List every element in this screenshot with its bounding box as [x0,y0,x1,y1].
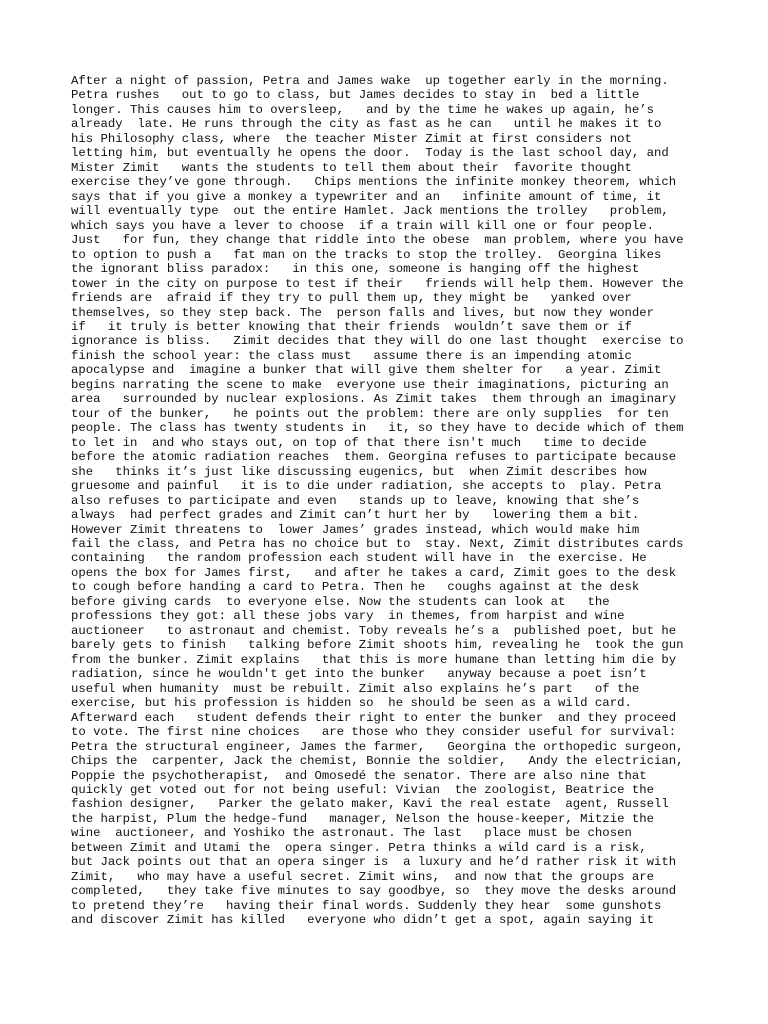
text-line: exercise, but his profession is hidden so he should be seen as a wild card. [71,696,632,711]
text-line: However Zimit threatens to lower James’ grades instead, which would make him [71,522,640,537]
text-line: area surrounded by nuclear explosions. As Zimit takes them through an imaginary [71,392,677,407]
text-line: says that if you give a monkey a typewriter and an infinite amount of time, it [71,189,662,204]
text-line: begins narrating the scene to make everyone use their imaginations, picturing an [71,377,669,392]
text-line: apocalypse and imagine a bunker that will give them shelter for a year. Zimit [71,363,662,378]
text-line: tower in the city on purpose to test if their friends will help them. However the [71,276,684,291]
text-line: After a night of passion, Petra and James wake up together early in the morning. [71,74,669,88]
text-line: before the atomic radiation reaches them. Georgina refuses to participate because [71,450,677,465]
text-line: completed, they take five minutes to say goodbye, so they move the desks around [71,884,677,899]
text-line: Mister Zimit wants the students to tell them about their favorite thought [71,160,632,175]
text-line: people. The class has twenty students in it, so they have to decide which of them [71,421,684,436]
text-line: Poppie the psychotherapist, and Omosedé the senator. There are also nine that [71,768,647,783]
text-line: but Jack points out that an opera singer is a luxury and he’d rather risk it with [71,855,677,870]
text-line: containing the random profession each student will have in the exercise. He [71,551,647,566]
text-line: fail the class, and Petra has no choice but to stay. Next, Zimit distributes cards [71,537,684,551]
text-line: his Philosophy class, where the teacher Mister Zimit at first considers not [71,131,632,146]
text-line: Petra rushes out to go to class, but James decides to stay in bed a little [71,88,640,103]
text-line: already late. He runs through the city as fast as he can until he makes it to [71,117,662,132]
text-line: barely gets to finish talking before Zimit shoots him, revealing he took the gun [71,638,684,653]
text-line: ignorance is bliss. Zimit decides that they will do one last thought exercise to [71,334,684,349]
text-line: radiation, since he wouldn't get into the bunker anyway because a poet isn’t [71,667,647,682]
text-line: the harpist, Plum the hedge-fund manager, Nelson the house-keeper, Mitzie the [71,811,654,826]
text-line: to let in and who stays out, on top of that there isn't much time to decide [71,435,647,450]
text-line: before giving cards to everyone else. Now the students can look at the [71,594,610,609]
text-line: from the bunker. Zimit explains that this is more humane than letting him die by [71,652,677,667]
text-line: professions they got: all these jobs vary in themes, from harpist and wine [71,609,625,624]
text-line: which says you have a lever to choose if a train will kill one or four people. [71,218,654,233]
text-line: to cough before handing a card to Petra. Then he coughs against at the desk [71,580,640,595]
text-line: finish the school year: the class must assume there is an impending atomic [71,348,632,363]
text-line: quickly get voted out for not being useful: Vivian the zoologist, Beatrice the [71,782,654,797]
text-line: tour of the bunker, he points out the problem: there are only supplies for ten [71,406,669,421]
text-line: Petra the structural engineer, James the farmer, Georgina the orthopedic surgeon, [71,739,684,754]
text-line: to option to push a fat man on the tracks to stop the trolley. Georgina likes [71,247,662,262]
text-line: and discover Zimit has killed everyone who didn’t get a spot, again saying it [71,913,654,928]
text-line: useful when humanity must be rebuilt. Zimit also explains he’s part of the [71,681,640,696]
text-line: to pretend they’re having their final words. Suddenly they hear some gunshots [71,898,662,913]
text-line: fashion designer, Parker the gelato maker, Kavi the real estate agent, Russell [71,797,669,812]
text-line: friends are afraid if they try to pull them up, they might be yanked over [71,291,632,306]
text-line: opens the box for James first, and after he takes a card, Zimit goes to the desk [71,565,677,580]
text-line: Just for fun, they change that riddle into the obese man problem, where you have [71,233,684,248]
text-line: letting him, but eventually he opens the door. Today is the last school day, and [71,146,669,161]
text-line: will eventually type out the entire Hamlet. Jack mentions the trolley problem, [71,204,669,219]
text-line: wine auctioneer, and Yoshiko the astronaut. The last place must be chosen [71,826,632,841]
text-line: gruesome and painful it is to die under radiation, she accepts to play. Petra [71,479,662,494]
text-line: to vote. The first nine choices are those who they consider useful for survival: [71,725,677,740]
text-line: between Zimit and Utami the opera singer. Petra thinks a wild card is a risk, [71,840,647,855]
text-line: she thinks it’s just like discussing eugenics, but when Zimit describes how [71,464,647,479]
text-line: if it truly is better knowing that their friends wouldn’t save them or if [71,319,632,334]
text-line: themselves, so they step back. The person falls and lives, but now they wonder [71,305,654,320]
text-line: also refuses to participate and even stands up to leave, knowing that she’s [71,493,640,508]
body-text [71,74,711,928]
text-line: always had perfect grades and Zimit can’t hurt her by lowering them a bit. [71,508,640,523]
text-line: longer. This causes him to oversleep, and by the time he wakes up again, he’s [71,102,654,117]
text-line: exercise they’ve gone through. Chips mentions the infinite monkey theorem, which [71,175,677,190]
text-line: auctioneer to astronaut and chemist. Toby reveals he’s a published poet, but he [71,623,677,638]
text-line: Afterward each student defends their right to enter the bunker and they proceed [71,710,677,725]
text-line: the ignorant bliss paradox: in this one, someone is hanging off the highest [71,262,640,277]
text-line: Zimit, who may have a useful secret. Zimit wins, and now that the groups are [71,869,654,884]
text-line: Chips the carpenter, Jack the chemist, Bonnie the soldier, Andy the electrician, [71,754,684,769]
